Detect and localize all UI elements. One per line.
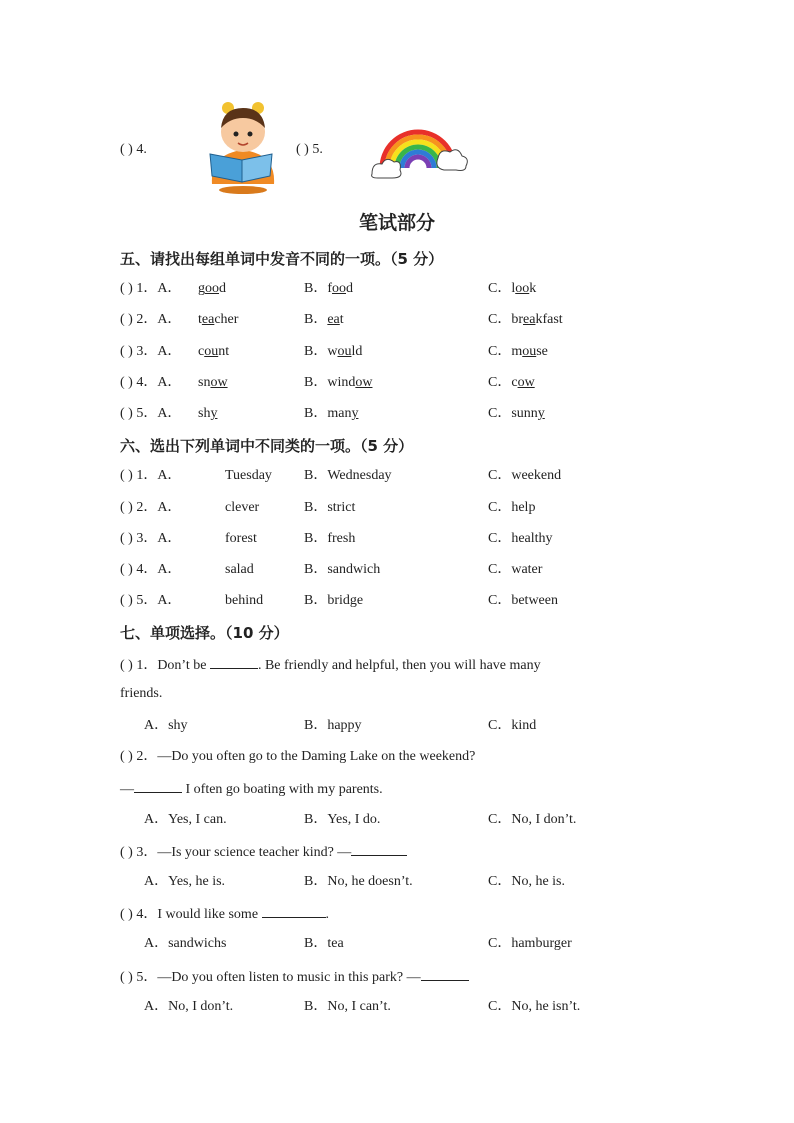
mc-question-1: ( ) 1．Don’t be . Be friendly and helpful, then you will have many [120, 654, 541, 674]
option-c: C．No, he is. [488, 874, 565, 889]
option-c: C．sunny [488, 406, 545, 421]
option-a-word: teacher [198, 312, 239, 327]
option-c: C．No, he isn’t. [488, 999, 581, 1014]
option-a-word: shy [198, 406, 218, 421]
answer-blank [262, 903, 326, 918]
option-a: A．Yes, I can. [144, 812, 227, 827]
question-number: ( ) 2．A． [120, 312, 182, 327]
option-c: C．look [488, 281, 537, 296]
option-a: A．sandwichs [144, 936, 227, 951]
classification-row [120, 591, 558, 611]
option-b: B．would [304, 344, 363, 359]
question-number: ( ) 3．A． [120, 344, 182, 359]
option-b: B．window [304, 375, 373, 390]
option-c: C．help [488, 500, 536, 515]
mc-question-3: ( ) 3．—Is your science teacher kind? — [120, 841, 407, 861]
picture-question-4 [120, 140, 147, 160]
underlined-sound: oo [515, 281, 530, 296]
mc-question-2-answer-line: — I often go boating with my parents. [120, 778, 383, 798]
option-c: C．cow [488, 375, 535, 390]
underlined-sound: ow [210, 375, 228, 390]
option-b: B．No, I can’t. [304, 999, 391, 1014]
option-b: B．No, he doesn’t. [304, 874, 413, 889]
mc-question-4: ( ) 4．I would like some . [120, 903, 329, 923]
classification-row [120, 466, 562, 486]
section-5-heading: 五、请找出每组单词中发音不同的一项。（5 分） [120, 250, 444, 268]
question-number: ( ) 4．A． [120, 375, 182, 390]
underlined-sound: oo [332, 281, 347, 296]
girl-reading-image [200, 96, 286, 196]
mc-question-2: ( ) 2．—Do you often go to the Daming Lake on the weekend? [120, 749, 476, 764]
answer-blank [210, 654, 258, 669]
option-b: B．food [304, 281, 354, 296]
option-a-word: Tuesday [225, 468, 272, 483]
option-c: C．No, I don’t. [488, 812, 577, 827]
underlined-sound: ea [327, 312, 340, 327]
classification-row [120, 560, 543, 580]
mc-question-1-continued: friends. [120, 686, 163, 701]
option-a-word: clever [225, 500, 260, 515]
option-b: B．sandwich [304, 562, 381, 577]
answer-blank [351, 841, 407, 856]
question-number: ( ) 1．A． [120, 281, 182, 296]
question-number: ( ) 2．A． [120, 500, 182, 515]
question-number: ( ) 4. [120, 142, 147, 157]
pronunciation-row [120, 342, 548, 362]
pronunciation-row [120, 310, 563, 330]
classification-row [120, 498, 536, 518]
underlined-sound: ou [337, 344, 352, 359]
option-a-word: salad [225, 562, 254, 577]
section-6-heading: 六、选出下列单词中不同类的一项。（5 分） [120, 437, 414, 455]
underlined-sound: ow [355, 375, 373, 390]
option-b: B．many [304, 406, 359, 421]
option-c: C．kind [488, 718, 537, 733]
option-c: C．healthy [488, 531, 553, 546]
option-a: A．Yes, he is. [144, 874, 226, 889]
option-b: B．Yes, I do. [304, 812, 381, 827]
question-number: ( ) 5．A． [120, 406, 182, 421]
option-c: C．weekend [488, 468, 562, 483]
pronunciation-row [120, 404, 545, 424]
question-number: ( ) 5. [296, 142, 323, 157]
underlined-sound: ea [523, 312, 536, 327]
picture-question-5 [296, 140, 323, 160]
section-title: 笔试部分 [358, 212, 435, 234]
option-b: B．happy [304, 718, 362, 733]
option-b: B．strict [304, 500, 356, 515]
underlined-sound: ou [204, 344, 219, 359]
option-a-word: snow [198, 375, 228, 390]
pronunciation-row [120, 279, 537, 299]
underlined-sound: y [537, 406, 545, 421]
question-number: ( ) 3．A． [120, 531, 182, 546]
option-a-word: forest [225, 531, 257, 546]
question-number: ( ) 4．A． [120, 562, 182, 577]
option-c: C．between [488, 593, 558, 608]
classification-row [120, 529, 553, 549]
option-a-word: behind [225, 593, 264, 608]
section-7-heading: 七、单项选择。（10 分） [120, 624, 289, 642]
option-b: B．bridge [304, 593, 364, 608]
underlined-sound: y [210, 406, 218, 421]
underlined-sound: y [351, 406, 359, 421]
underlined-sound: ea [201, 312, 215, 327]
answer-blank [421, 966, 469, 981]
underlined-sound: oo [205, 281, 219, 296]
option-b: B．tea [304, 936, 344, 951]
mc-question-5: ( ) 5．—Do you often listen to music in this park? — [120, 966, 469, 986]
option-a-word: good [198, 281, 226, 296]
option-b: B．Wednesday [304, 468, 392, 483]
option-a-word: count [198, 344, 230, 359]
question-number: ( ) 1．A． [120, 468, 182, 483]
question-number: ( ) 5．A． [120, 593, 182, 608]
pronunciation-row [120, 373, 535, 393]
option-a: A．shy [144, 718, 188, 733]
option-b: B．fresh [304, 531, 356, 546]
underlined-sound: ou [522, 344, 537, 359]
option-c: C．breakfast [488, 312, 563, 327]
option-c: C．water [488, 562, 543, 577]
option-a: A．No, I don’t. [144, 999, 234, 1014]
answer-blank [134, 778, 182, 793]
rainbow-image [370, 112, 470, 186]
underlined-sound: ow [517, 375, 535, 390]
option-c: C．mouse [488, 344, 548, 359]
option-c: C．hamburger [488, 936, 572, 951]
option-b: B．eat [304, 312, 344, 327]
